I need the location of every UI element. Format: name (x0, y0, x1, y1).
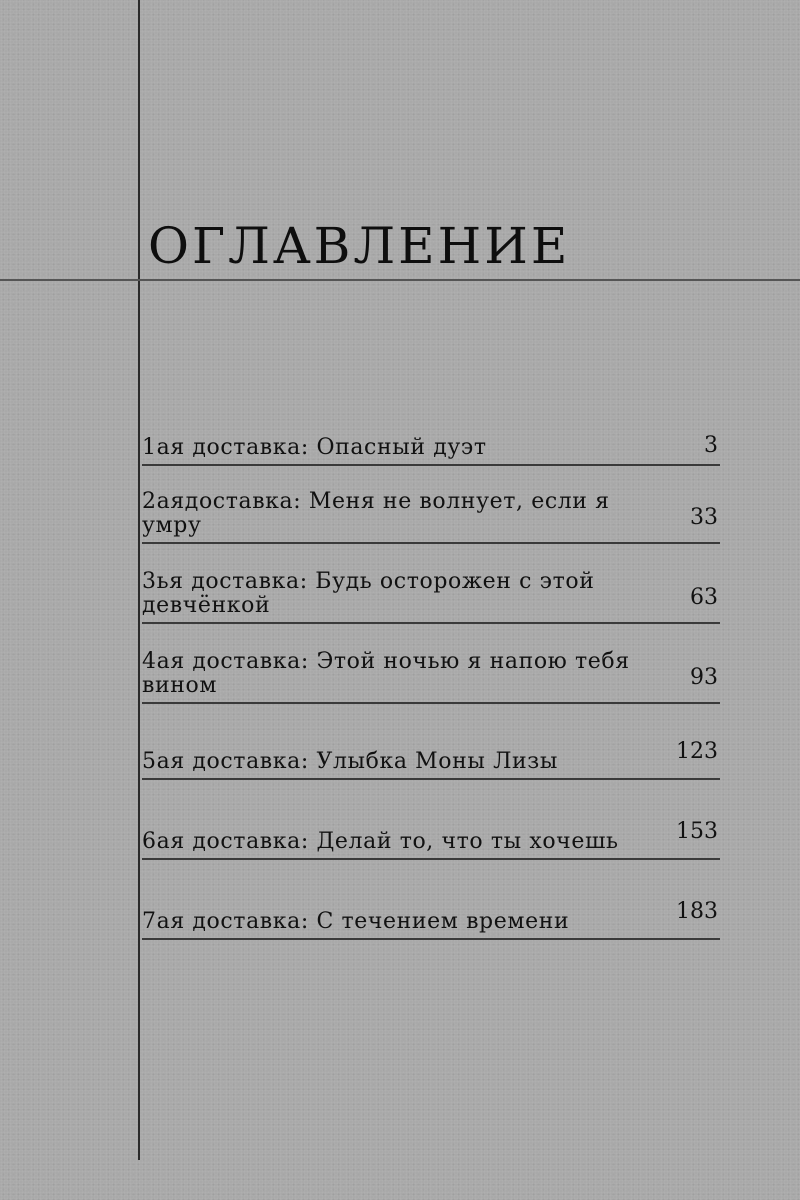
toc-entry-page-number: 33 (690, 505, 718, 530)
toc-entry-title: 4ая доставка: Этой ночью я напою тебя вином (142, 649, 630, 698)
toc-entry (142, 568, 720, 624)
toc-entry-page-number: 3 (704, 433, 718, 458)
toc-entry-title: 7ая доставка: С течением времени (142, 909, 570, 934)
toc-entry-page-number: 153 (676, 819, 718, 844)
toc-entry (142, 486, 720, 544)
toc-entry-page-number: 123 (676, 739, 718, 764)
toc-entry (142, 648, 720, 704)
toc-entry-page-number: 183 (676, 899, 718, 924)
horizontal-rule (0, 279, 800, 281)
toc-entry-title: 6ая доставка: Делай то, что ты хочешь (142, 829, 619, 854)
toc-entry (142, 424, 720, 466)
toc-entry (142, 816, 720, 860)
toc-entry-title: 5ая доставка: Улыбка Моны Лизы (142, 749, 558, 774)
toc-entry-title: 2аядоставка: Меня не волнует, если я умру (142, 489, 610, 538)
toc-entry (142, 736, 720, 780)
vertical-rule (138, 0, 140, 1160)
page-title: ОГЛАВЛЕНИЕ (148, 217, 571, 275)
toc-entry-title: 3ья доставка: Будь осторожен с этой девчёнкой (142, 569, 595, 618)
toc-entry (142, 896, 720, 940)
toc-entry-page-number: 63 (690, 585, 718, 610)
toc-entry-title: 1ая доставка: Опасный дуэт (142, 435, 487, 460)
toc-entry-page-number: 93 (690, 665, 718, 690)
